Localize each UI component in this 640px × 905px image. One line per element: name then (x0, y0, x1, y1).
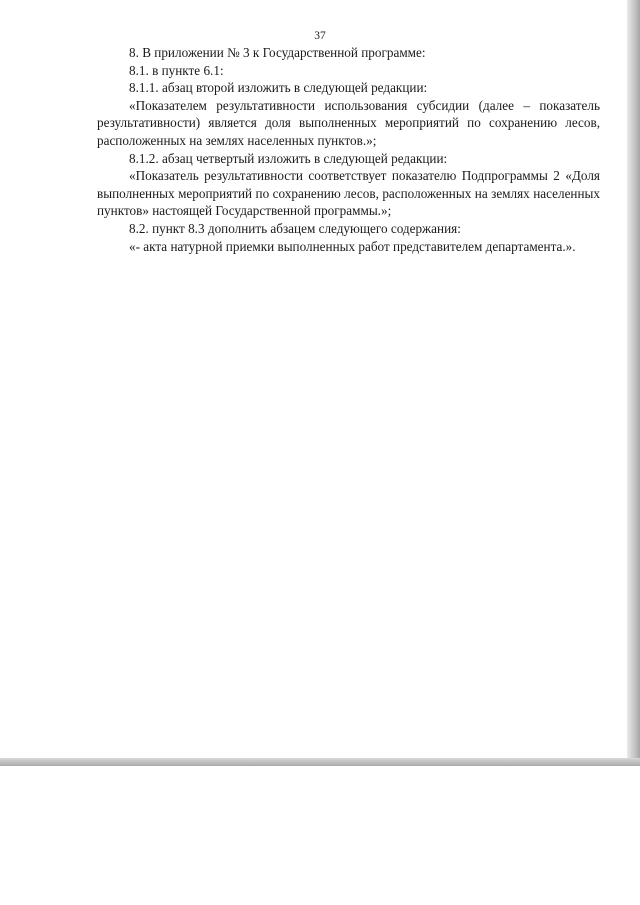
paragraph-quote-act: «- акта натурной приемки выполненных работ представителем департамента.». (129, 238, 576, 254)
paragraph-8-1-1: 8.1.1. абзац второй изложить в следующей редакции: (129, 80, 428, 96)
paragraph-8-2: 8.2. пункт 8.3 дополнить абзацем следующего содержания: (129, 220, 461, 236)
scan-edge-right (627, 0, 640, 765)
paragraph-8-1: 8.1. в пункте 6.1: (129, 62, 224, 78)
document-body (97, 44, 600, 255)
paragraph-8-1-2: 8.1.2. абзац четвертый изложить в следующей редакции: (129, 150, 448, 166)
page-number: 37 (314, 30, 326, 42)
scan-edge-bottom (0, 758, 640, 766)
paragraph-quote-indicator: «Показателем результативности использования субсидии (далее – показатель результативности) является доля выполненных мероприятий по сохранению лесов, расположенных на землях населенных пунктов.»; (97, 97, 600, 148)
paragraph-quote-subprogram: «Показатель результативности соответствует показателю Подпрограммы 2 «Доля выполненных мероприятий по сохранению лесов, расположенных на землях населенных пунктов» настоящей Государственной программы.»; (97, 168, 600, 219)
paragraph-amendment-8: 8. В приложении № 3 к Государственной программе: (129, 45, 426, 60)
